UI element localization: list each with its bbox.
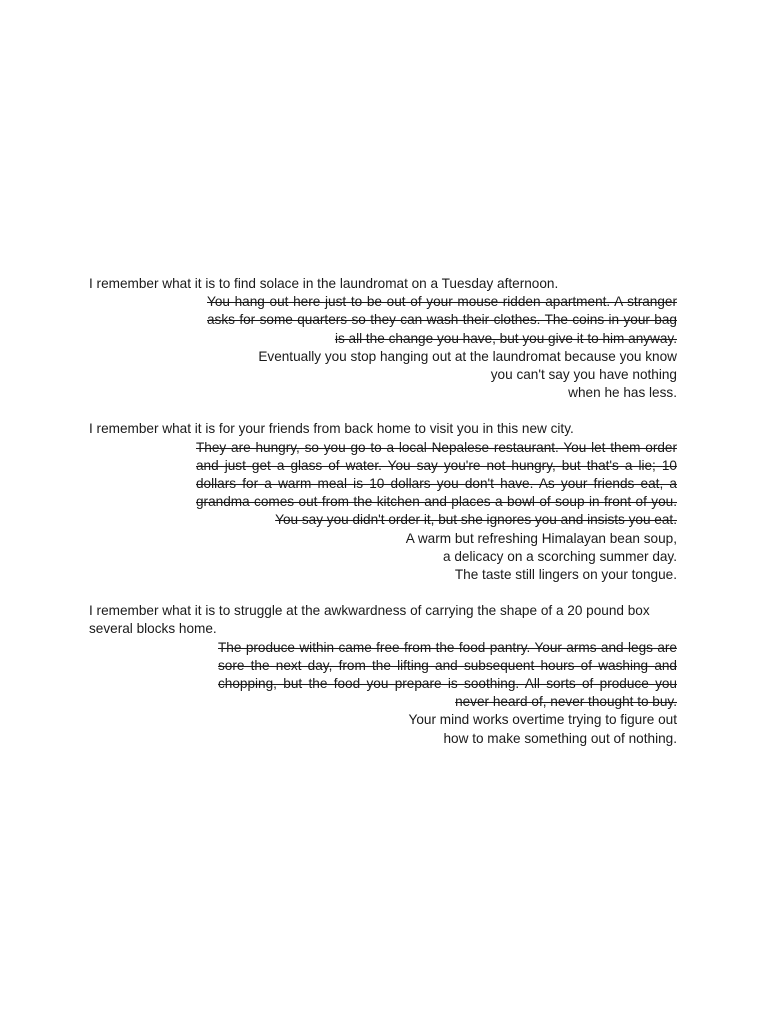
closing-line: when he has less.: [568, 385, 677, 401]
closing-line: you can't say you have nothing: [490, 367, 677, 383]
struck-through-passage: The produce within came free from the food pantry. Your arms and legs are sore the next day, from the lifting and subsequent hours of washing and chopping, but the food you prepare is soothing. All sorts of produce you never heard of, never thought to buy.: [218, 639, 677, 710]
poem-page: [89, 275, 677, 766]
struck-through-passage: They are hungry, so you go to a local Nepalese restaurant. You let them order and just get a glass of water. You say you're not hungry, but that's a lie; 10 dollars for a warm meal is 10 dollars you don't have. As your friends eat, a grandma comes out from the kitchen and places a bowl of soup in front of you. You say you didn't order it, but she ignores you and insists you eat.: [196, 439, 677, 528]
closing-line: Eventually you stop hanging out at the laundromat because you know: [258, 348, 677, 364]
closing-line: Your mind works overtime trying to figure out: [408, 712, 677, 728]
closing-line: how to make something out of nothing.: [443, 730, 677, 746]
stanza-opening-line: I remember what it is for your friends from back home to visit you in this new city.: [89, 421, 574, 437]
struck-through-passage: You hang out here just to be out of your mouse-ridden apartment. A stranger asks for some quarters so they can wash their clothes. The coins in your bag is all the change you have, but you give it to him anyway.: [207, 294, 677, 346]
stanza-opening-line: I remember what it is to find solace in the laundromat on a Tuesday afternoon.: [89, 276, 559, 291]
stanza-opening-line: I remember what it is to struggle at the awkwardness of carrying the shape of a 20 pound box several blocks home.: [89, 603, 650, 637]
stanza-laundromat: [89, 275, 677, 402]
stanza-closing-lines: [89, 530, 677, 585]
closing-line: a delicacy on a scorching summer day.: [443, 548, 677, 564]
stanza-food-pantry: [89, 602, 677, 748]
stanza-closing-lines: [89, 711, 677, 747]
stanza-closing-lines: [89, 348, 677, 403]
closing-line: The taste still lingers on your tongue.: [454, 567, 677, 583]
stanza-friends-visit: [89, 420, 677, 584]
closing-line: A warm but refreshing Himalayan bean soup,: [405, 530, 677, 546]
